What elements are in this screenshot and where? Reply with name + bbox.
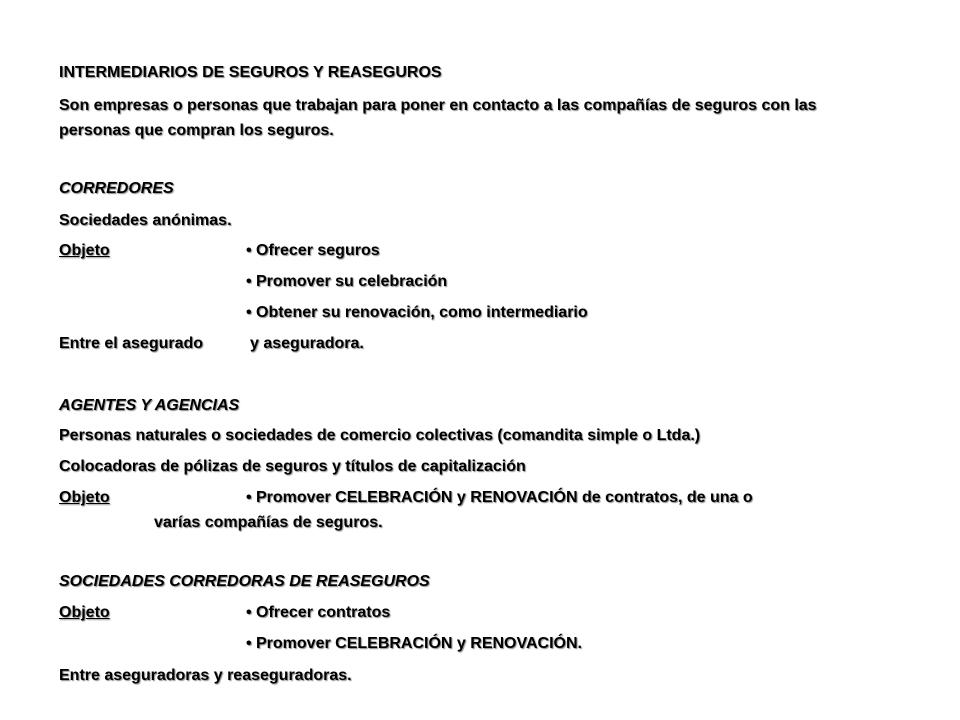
corredores-objeto-label — [59, 241, 110, 261]
corredores-description: Sociedades anónimas. — [59, 212, 232, 229]
bullet-icon: • — [246, 304, 252, 321]
item-text: Obtener su renovación, como intermediario — [256, 304, 588, 321]
corredores-item-2 — [246, 272, 447, 292]
corredores-title: CORREDORES — [59, 180, 174, 197]
item-text: Promover CELEBRACIÓN y RENOVACIÓN. — [256, 635, 582, 652]
intro-line-2: personas que compran los seguros. — [59, 122, 334, 139]
sociedades-item-1 — [246, 603, 390, 623]
item-text: Ofrecer seguros — [256, 242, 380, 259]
agentes-objeto-label — [59, 488, 110, 508]
corredores-between-left: Entre el asegurado — [59, 335, 204, 352]
bullet-icon: • — [246, 273, 252, 290]
item-text: Promover CELEBRACIÓN y RENOVACIÓN de contratos, de una o — [256, 489, 753, 506]
objeto-label-text: Objeto — [59, 604, 110, 621]
corredores-item-3 — [246, 303, 588, 323]
item-text: Promover su celebración — [256, 273, 448, 290]
sociedades-title: SOCIEDADES CORREDORAS DE REASEGUROS — [59, 573, 430, 590]
bullet-icon: • — [246, 604, 252, 621]
objeto-label-text: Objeto — [59, 242, 110, 259]
agentes-title: AGENTES Y AGENCIAS — [59, 397, 240, 414]
page-heading: INTERMEDIARIOS DE SEGUROS Y REASEGUROS — [59, 64, 442, 81]
agentes-description-2: Colocadoras de pólizas de seguros y títulos de capitalización — [59, 458, 526, 475]
objeto-label-text: Objeto — [59, 489, 110, 506]
item-text: Ofrecer contratos — [256, 604, 391, 621]
corredores-item-1 — [246, 241, 380, 261]
corredores-between-right: y aseguradora. — [250, 335, 364, 352]
agentes-item-line-1 — [246, 488, 753, 508]
sociedades-objeto-label — [59, 603, 110, 623]
agentes-description-1: Personas naturales o sociedades de comercio colectivas (comandita simple o Ltda.) — [59, 427, 701, 444]
bullet-icon: • — [246, 489, 252, 506]
agentes-item-line-2: varías compañías de seguros. — [154, 514, 383, 531]
sociedades-between: Entre aseguradoras y reaseguradoras. — [59, 667, 352, 684]
sociedades-item-2 — [246, 634, 582, 654]
bullet-icon: • — [246, 242, 252, 259]
bullet-icon: • — [246, 635, 252, 652]
intro-line-1: Son empresas o personas que trabajan para poner en contacto a las compañías de seguros con las — [59, 97, 817, 114]
